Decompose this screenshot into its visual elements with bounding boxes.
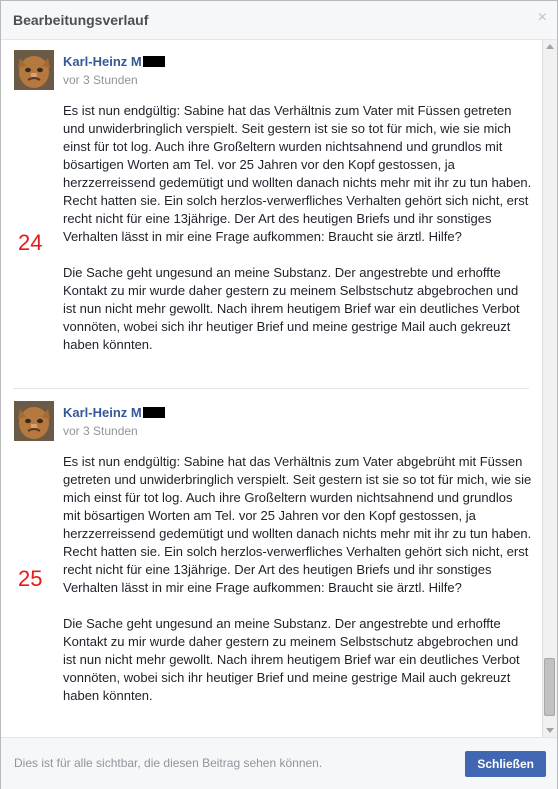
timestamp[interactable]: vor 3 Stunden <box>63 424 138 438</box>
post-paragraph: Es ist nun endgültig: Sabine hat das Verhältnis zum Vater mit Füssen getreten und unwiderbringlich verspielt. Seit gestern ist sie so tot für mich, wie sie mich einst für tot log. Auch ihre Großeltern wurden nichtsahnend und grundlos mit bösartigen Worten am Tel. vor 25 Jahren vor den Kopf gestossen, ja herzzerreissend gedemütigt und wollten danach nichts mehr mit ihr zu tun haben. Recht hatten sie. Ein solch herzlos-verwerfliches Verhalten gehört sich nicht, erst recht nicht für eine 13jährige. Der Art des heutigen Briefs und ihr sonstiges Verhalten lässt in mir eine Frage aufkommen: Braucht sie ärztl. Hilfe? <box>63 103 532 244</box>
post-paragraph: Die Sache geht ungesund an meine Substanz. Der angestrebte und erhoffte Kontakt zu mir wurde daher gestern zu meinem Selbstschutz abgebrochen und ist nun nicht mehr gewollt. Nach ihrem heutigem Brief war ein deutliches Verbot vonnöten, wobei sich ihr heutiger Brief und meine gestrige Mail auch gekreuzt haben könnten. <box>63 265 520 352</box>
vertical-scrollbar[interactable] <box>542 40 557 737</box>
avatar[interactable] <box>14 401 54 441</box>
history-entry <box>1 391 541 737</box>
post-paragraph: Es ist nun endgültig: Sabine hat das Verhältnis zum Vater abgebrüht mit Füssen getreten und unwiderbringlich verspielt. Seit gestern ist sie so tot für mich, wie sie mich einst für tot log. Auch ihre Großeltern wurden nichtsahnend und grundlos mit bösartigen Worten am Tel. vor 25 Jahren vor den Kopf gestossen, ja herzzerreissend gedemütigt und wollten danach nichts mehr mit ihr zu tun haben. Recht hatten sie. Ein solch herzlos-verwerfliches Verhalten gehört sich nicht, erst recht nicht für eine 13jährige. Der Art des heutigen Briefs und ihr sonstiges Verhalten lässt in mir eine Frage aufkommen: Braucht sie ärztl. Hilfe? <box>63 454 532 595</box>
divider <box>13 388 529 389</box>
history-list[interactable] <box>1 40 541 737</box>
timestamp[interactable]: vor 3 Stunden <box>63 73 138 87</box>
redaction-bar <box>143 56 165 67</box>
avatar[interactable] <box>14 50 54 90</box>
scrollbar-thumb[interactable] <box>544 658 555 716</box>
post-paragraph: Die Sache geht ungesund an meine Substanz. Der angestrebte und erhoffte Kontakt zu mir wurde daher gestern zu meinem Selbstschutz abgebrochen und ist nun nicht mehr gewollt. Nach ihrem heutigem Brief war ein deutliches Verbot vonnöten, wobei sich ihr heutiger Brief und meine gestrige Mail auch gekreuzt haben könnten. <box>63 616 520 703</box>
dialog-footer <box>1 737 557 789</box>
scroll-down-icon[interactable] <box>546 728 554 733</box>
dialog-header <box>1 1 557 40</box>
dialog-title: Bearbeitungsverlauf <box>13 12 149 28</box>
post-text <box>63 453 533 723</box>
author-name[interactable]: Karl-Heinz M <box>63 54 165 69</box>
author-name[interactable]: Karl-Heinz M <box>63 405 165 420</box>
annotation-number: 25 <box>18 566 43 591</box>
history-entry <box>1 40 541 388</box>
scroll-up-icon[interactable] <box>546 44 554 49</box>
visibility-note: Dies ist für alle sichtbar, die diesen Beitrag sehen können. <box>14 756 323 770</box>
post-text <box>63 102 533 372</box>
redaction-bar <box>143 407 165 418</box>
annotation-number: 24 <box>18 230 43 255</box>
close-icon[interactable]: × <box>537 9 547 26</box>
close-button[interactable]: Schließen <box>465 751 546 777</box>
